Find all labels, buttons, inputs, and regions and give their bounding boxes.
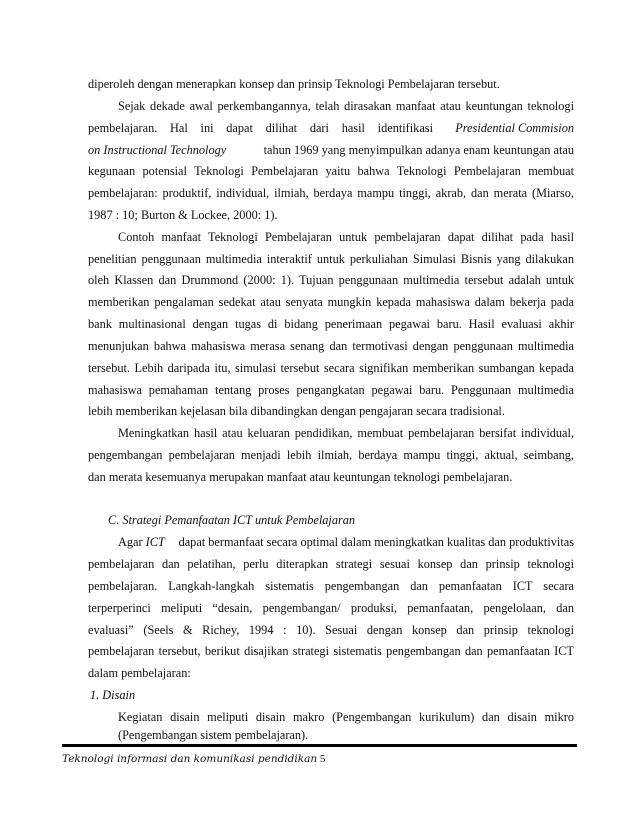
paragraph-line-mixed (88, 121, 574, 136)
paragraph-line: dalam pembelajaran: (88, 666, 191, 680)
paragraph-line-mixed (118, 535, 574, 550)
paragraph-line: (Pengembangan sistem pembelajaran). (118, 728, 309, 742)
paragraph-line: bank multinasional dengan tugas di bidang penerimaan pegawai baru. Hasil evaluasi akhir (88, 317, 574, 331)
paragraph-line: tersebut. Lebih daripada itu, simulasi tersebut secara signifikan memberikan sumbangan kepada (88, 361, 574, 375)
paragraph-line: menunjukan bahwa mahasiswa merasa senang dan termotivasi dengan penggunaan multimedia (88, 339, 574, 353)
subsection-heading: 1. Disain (90, 688, 136, 702)
paragraph-line: penelitian penggunaan multimedia interaktif untuk perkuliahan Simulasi Bisnis yang dilakukan (88, 252, 574, 266)
paragraph-line: memberikan pengalaman sedekat atau senyata mungkin kepada mahasiswa dalam bekerja pada (88, 295, 574, 309)
paragraph-line: Contoh manfaat Teknologi Pembelajaran untuk pembelajaran dapat dilihat pada hasil (118, 230, 574, 244)
term-italic: ICT (145, 535, 165, 549)
page-footer (62, 753, 325, 765)
citation-italic: Presidential Commision (455, 121, 574, 135)
page-number: 5 (319, 753, 326, 765)
paragraph-line: terperperinci meliputi “desain, pengembangan/ produksi, pemanfaatan, pengelolaan, dan (88, 601, 574, 615)
paragraph-line: tahun 1969 yang menyimpulkan adanya enam keuntungan atau (263, 143, 574, 157)
paragraph-line: kegunaan potensial Teknologi Pembelajaran yaitu bahwa Teknologi Pembelajaran membuat (88, 164, 574, 178)
paragraph-line: Kegiatan disain meliputi disain makro (Pengembangan kurikulum) dan disain mikro (118, 710, 574, 724)
paragraph-line: evaluasi” (Seels & Richey, 1994 : 10). Sesuai dengan konsep dan prinsip teknologi (88, 623, 574, 637)
paragraph-line: pengembangan pembelajaran menjadi lebih ilmiah, berdaya mampu tinggi, aktual, seimbang, (88, 448, 574, 462)
footer-title: Teknologi informasi dan komunikasi pendidikan (62, 753, 318, 765)
paragraph-line: dapat bermanfaat secara optimal dalam meningkatkan kualitas dan produktivitas (178, 535, 574, 549)
footer-divider (62, 744, 577, 747)
paragraph-line: pembelajaran dan pelatihan, perlu diterapkan strategi sesuai konsep dan prinsip teknologi (88, 557, 574, 571)
paragraph-line: 1987 : 10; Burton & Lockee, 2000: 1). (88, 208, 278, 222)
paragraph-line: oleh Klassen dan Drummond (2000: 1). Tujuan penggunaan multimedia tersebut adalah untuk (88, 273, 574, 287)
paragraph-line: pembelajaran: produktif, individual, ilmiah, berdaya mampu tinggi, akrab, dan merata (Miarso, (88, 186, 574, 200)
paragraph-line-mixed (88, 143, 574, 158)
paragraph-line: Agar (118, 535, 143, 549)
paragraph-line: Sejak dekade awal perkembangannya, telah dirasakan manfaat atau keuntungan teknologi (118, 99, 574, 113)
paragraph-line: Meningkatkan hasil atau keluaran pendidikan, membuat pembelajaran bersifat individual, (118, 426, 574, 440)
paragraph-line: diperoleh dengan menerapkan konsep dan prinsip Teknologi Pembelajaran tersebut. (88, 77, 500, 91)
paragraph-line: pembelajaran. Langkah-langkah sistematis pengembangan dan pemanfaatan ICT secara (88, 579, 574, 593)
paragraph-line: mahasiswa pemahaman tentang proses pengangkatan pegawai baru. Penggunaan multimedia (88, 383, 574, 397)
paragraph-line: pembelajaran tersebut, berikut disajikan strategi sistematis pengembangan dan pemanfaatan ICT (88, 644, 574, 658)
paragraph-line: lebih memberikan kejelasan bila dibandingkan dengan pengajaran secara tradisional. (88, 404, 505, 418)
paragraph-line: dan merata kesemuanya merupakan manfaat atau keuntungan teknologi pembelajaran. (88, 470, 513, 484)
paragraph-line: pembelajaran. Hal ini dapat dilihat dari hasil identifikasi (88, 121, 433, 135)
section-heading: C. Strategi Pemanfaatan ICT untuk Pembelajaran (108, 513, 356, 527)
citation-italic: on Instructional Technology (88, 143, 227, 157)
